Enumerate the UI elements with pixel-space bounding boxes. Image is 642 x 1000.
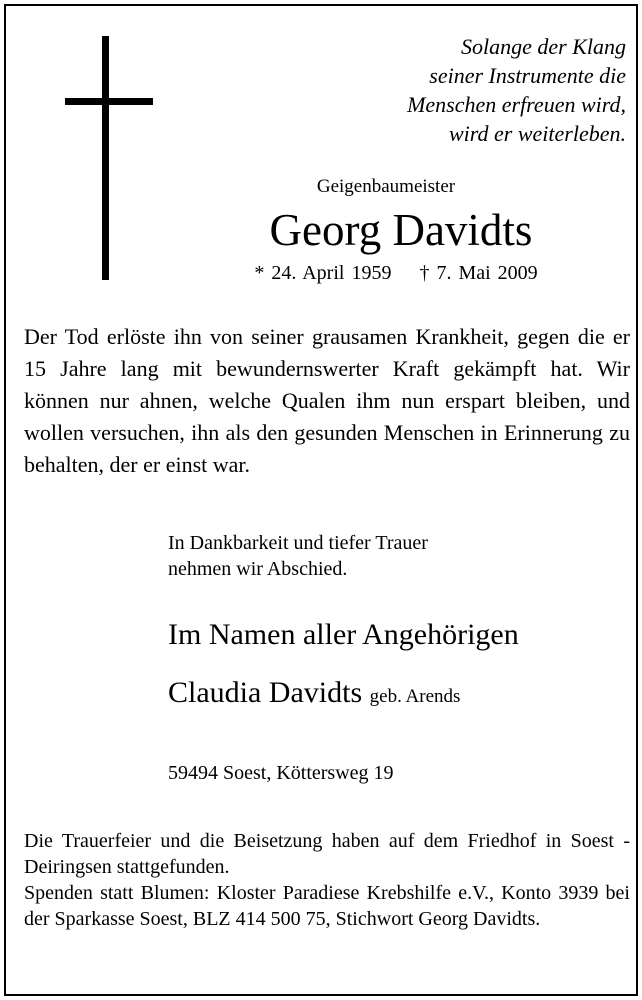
life-dates [6, 262, 642, 285]
quote-line-3: Menschen erfreuen wird, [407, 92, 626, 117]
on-behalf-line: Im Namen aller Angehörigen [168, 618, 519, 651]
ceremony-text: Die Trauerfeier und die Beisetzung haben auf dem Friedhof in Soest -Deiringsen stattgefunden. [24, 830, 630, 878]
profession: Geigenbaumeister [316, 176, 456, 197]
signatory [168, 674, 460, 716]
address: 59494 Soest, Köttersweg 19 [168, 762, 394, 784]
cross-icon-bar [65, 98, 153, 105]
quote-line-2: seiner Instrumente die [429, 63, 626, 88]
farewell-line-1: In Dankbarkeit und tiefer Trauer [168, 532, 428, 554]
quote-line-4: wird er weiterleben. [449, 121, 626, 146]
birth-date: * 24. April 1959 [254, 262, 392, 284]
farewell-text [168, 530, 608, 582]
signatory-name: Claudia Davidts [168, 676, 363, 709]
deceased-name: Georg Davidts [269, 205, 533, 255]
memorial-quote [286, 32, 626, 148]
obituary-frame [4, 4, 638, 996]
death-date: † 7. Mai 2009 [419, 262, 538, 284]
footer-text [24, 828, 630, 932]
farewell-line-2: nehmen wir Abschied. [168, 558, 348, 580]
main-text: Der Tod erlöste ihn von seiner grausamen Krankheit, gegen die er 15 Jahre lang mit bewundernswerter Kraft gekämpft hat. Wir können nur ahnen, welche Qualen ihm nun erspart bleiben, und wollen versuchen, ihn als den gesunden Menschen in Erinnerung zu behalten, der er einst war. [24, 324, 630, 477]
signatory-birth-name: geb. Arends [369, 686, 461, 707]
quote-line-1: Solange der Klang [461, 34, 626, 59]
donations-text: Spenden statt Blumen: Kloster Paradiese Krebshilfe e.V., Konto 3939 bei der Sparkasse Soest, BLZ 414 500 75, Stichwort Georg Davidts. [24, 882, 630, 930]
